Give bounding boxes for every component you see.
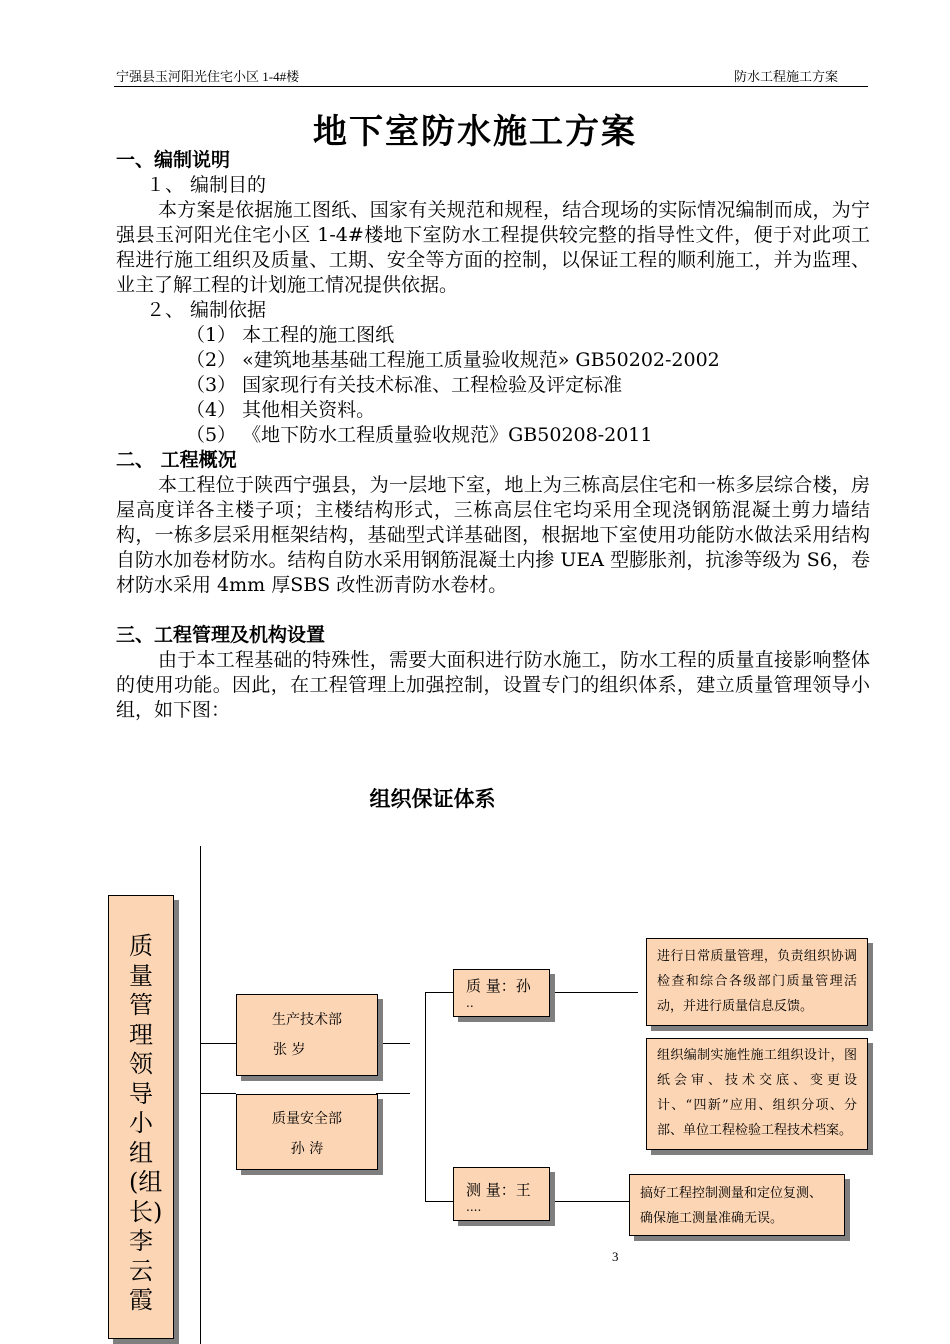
duty-technical-text: 组织编制实施性施工组织设计，图纸会审、技术交底、变更设计、“四新”应用、组织分项、分部、单位工程检验工程技术档案。 xyxy=(657,1048,857,1138)
connector-dept2-left xyxy=(200,1093,236,1094)
basis-item-3: （3） 国家现行有关技术标准、工程检验及评定标准 xyxy=(186,374,623,396)
leader-box xyxy=(108,895,174,1339)
section1-sub2: ２、 编制依据 xyxy=(146,299,267,321)
org-chart-title: 组织保证体系 xyxy=(369,787,496,811)
dept-safety-name: 质量安全部 xyxy=(272,1111,342,1127)
page-title: 地下室防水施工方案 xyxy=(313,112,637,152)
section3-heading: 三、工程管理及机构设置 xyxy=(116,624,326,646)
section3-paragraph: 由于本工程基础的特殊性，需要大面积进行防水施工，防水工程的质量直接影响整体的使用功能。因此，在工程管理上加强控制，设置专门的组织体系，建立质量管理领导小组，如下图： xyxy=(116,649,870,721)
duty-quality-text: 进行日常质量管理，负责组织协调检查和综合各级部门质量管理活动，并进行质量信息反馈。 xyxy=(657,949,857,1014)
section1-paragraph: 本方案是依据施工图纸、国家有关规范和规程，结合现场的实际情况编制而成，为宁强县玉河阳光住宅小区 1-4#楼地下室防水工程提供较完整的指导性文件，便于对此项工程进行施工组织及质量、工期、安全等方面的控制，以保证工程的顺利施工，并为监理、业主了解工程的计划施工情况提供依据。 xyxy=(116,199,870,296)
header-left: 宁强县玉河阳光住宅小区 1-4#楼 xyxy=(116,69,300,84)
leader-label: 质量管理领导小组(组长)李云霞 xyxy=(129,932,163,1314)
page-number: 3 xyxy=(612,1249,619,1264)
duty-technical-box xyxy=(646,1038,868,1150)
basis-item-1: （1） 本工程的施工图纸 xyxy=(186,324,395,346)
connector-duty3 xyxy=(551,1201,629,1202)
basis-item-2: （2） «建筑地基基础工程施工质量验收规范» GB50202-2002 xyxy=(186,349,720,371)
duty-survey-box xyxy=(629,1174,845,1236)
dept-production-name: 生产技术部 xyxy=(272,1012,342,1028)
section2-heading: 二、 工程概况 xyxy=(116,449,237,471)
connector-survey xyxy=(425,1201,453,1202)
basis-item-4: （4） 其他相关资料。 xyxy=(186,399,376,421)
role-survey-box xyxy=(453,1167,550,1221)
dept-production-person: 张 岁 xyxy=(273,1042,306,1058)
trunk-line xyxy=(200,846,201,1344)
connector-quality xyxy=(425,992,453,993)
header-right: 防水工程施工方案 xyxy=(733,69,838,84)
dept-safety-person: 孙 涛 xyxy=(290,1141,324,1157)
connector-dept1-left xyxy=(200,1043,236,1044)
section1-heading: 一、编制说明 xyxy=(116,149,231,171)
role-survey-sub: .... xyxy=(466,1200,482,1214)
branch-line xyxy=(425,992,426,1202)
dept-production-box xyxy=(236,994,378,1076)
role-quality-box xyxy=(453,969,550,1017)
connector-dept1-right xyxy=(376,1043,410,1044)
basis-item-5: （5） 《地下防水工程质量验收规范》GB50208-2011 xyxy=(186,424,653,446)
role-survey-label: 测 量：王 xyxy=(466,1181,531,1199)
role-quality-label: 质 量：孙 xyxy=(466,977,531,995)
connector-duty1 xyxy=(551,992,638,993)
dept-safety-box xyxy=(236,1094,378,1170)
header-divider xyxy=(114,86,868,87)
connector-dept2-right xyxy=(376,1093,410,1094)
section1-sub1: １、 编制目的 xyxy=(146,174,267,196)
duty-survey-text: 搞好工程控制测量和定位复测、确保施工测量准确无误。 xyxy=(640,1186,823,1226)
role-quality-sub: .. xyxy=(466,996,474,1010)
duty-quality-box xyxy=(646,938,868,1026)
section2-paragraph: 本工程位于陕西宁强县，为一层地下室，地上为三栋高层住宅和一栋多层综合楼，房屋高度详各主楼子项；主楼结构形式，三栋高层住宅均采用全现浇钢筋混凝土剪力墙结构，一栋多层采用框架结构，基础型式详基础图，根据地下室使用功能防水做法采用结构自防水加卷材防水。结构自防水采用钢筋混凝土内掺 UEA 型膨胀剂，抗渗等级为 S6，卷材防水采用 4mm 厚SBS 改性沥青防水卷材。 xyxy=(116,474,870,596)
